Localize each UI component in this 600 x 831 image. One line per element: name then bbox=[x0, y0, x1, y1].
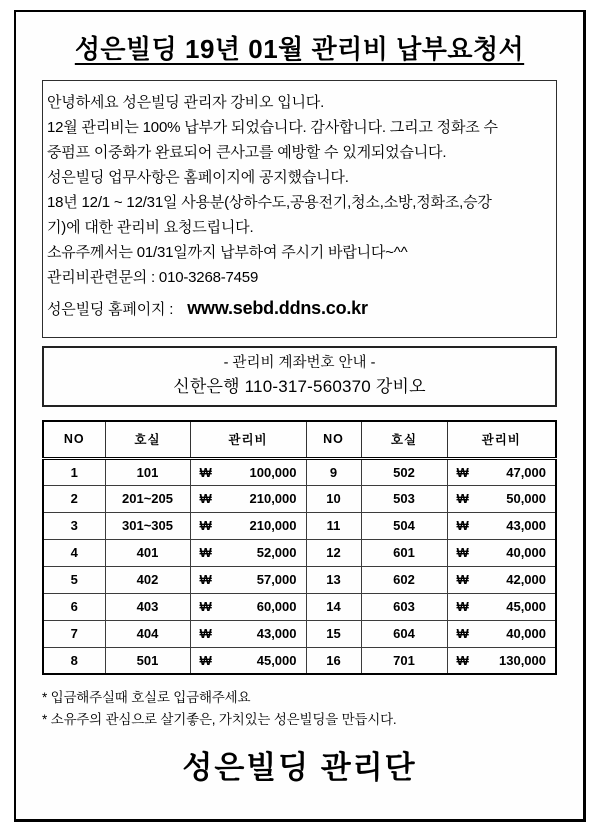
homepage-label: 성은빌딩 홈페이지 : bbox=[47, 301, 174, 318]
won-sign: ₩ bbox=[456, 518, 469, 533]
fee-value: 50,000 bbox=[506, 491, 546, 506]
cell-no: 11 bbox=[306, 512, 361, 539]
greeting-line: 관리비관련문의 : 010-3268-7459 bbox=[47, 269, 259, 286]
won-sign: ₩ bbox=[199, 518, 212, 533]
header-no-2: NO bbox=[306, 421, 361, 458]
won-sign: ₩ bbox=[199, 545, 212, 560]
cell-room: 602 bbox=[361, 566, 447, 593]
won-sign: ₩ bbox=[199, 491, 212, 506]
won-sign: ₩ bbox=[456, 545, 469, 560]
greeting-line: 기)에 대한 관리비 요청드립니다. bbox=[47, 219, 254, 236]
greeting-line: 중펌프 이중화가 완료되어 큰사고를 예방할 수 있게되었습니다. bbox=[47, 144, 447, 161]
page-title: 성은빌딩 19년 01월 관리비 납부요청서 bbox=[74, 34, 525, 64]
fee-table bbox=[42, 420, 557, 675]
cell-fee bbox=[190, 512, 306, 539]
notice-page bbox=[14, 10, 586, 822]
cell-fee bbox=[190, 647, 306, 674]
cell-no: 16 bbox=[306, 647, 361, 674]
fee-value: 42,000 bbox=[506, 572, 546, 587]
cell-no: 8 bbox=[43, 647, 105, 674]
cell-room: 504 bbox=[361, 512, 447, 539]
homepage-url: www.sebd.ddns.co.kr bbox=[187, 298, 368, 318]
table-row bbox=[43, 620, 556, 647]
fee-value: 43,000 bbox=[256, 626, 297, 641]
header-fee-1: 관리비 bbox=[190, 421, 306, 458]
fee-value: 40,000 bbox=[506, 545, 546, 560]
cell-fee bbox=[190, 485, 306, 512]
homepage-line bbox=[47, 293, 552, 325]
cell-room: 402 bbox=[105, 566, 190, 593]
cell-no: 13 bbox=[306, 566, 361, 593]
won-sign: ₩ bbox=[456, 652, 469, 668]
cell-fee bbox=[447, 620, 556, 647]
won-sign: ₩ bbox=[199, 626, 212, 641]
won-sign: ₩ bbox=[199, 572, 212, 587]
fee-table-header bbox=[43, 421, 556, 458]
cell-room: 604 bbox=[361, 620, 447, 647]
cell-room: 501 bbox=[105, 647, 190, 674]
cell-no: 10 bbox=[306, 485, 361, 512]
cell-fee bbox=[447, 593, 556, 620]
footnotes bbox=[42, 687, 557, 731]
greeting-line: 18년 12/1 ~ 12/31일 사용분(상하수도,공용전기,청소,소방,정화조,승강 bbox=[47, 194, 492, 211]
cell-fee bbox=[447, 458, 556, 485]
header-room-2: 호실 bbox=[361, 421, 447, 458]
won-sign: ₩ bbox=[199, 464, 212, 480]
cell-no: 1 bbox=[43, 458, 105, 485]
cell-fee bbox=[190, 458, 306, 485]
cell-room: 601 bbox=[361, 539, 447, 566]
cell-fee bbox=[190, 566, 306, 593]
cell-fee bbox=[447, 512, 556, 539]
cell-no: 14 bbox=[306, 593, 361, 620]
fee-value: 47,000 bbox=[506, 464, 546, 480]
cell-room: 603 bbox=[361, 593, 447, 620]
won-sign: ₩ bbox=[456, 599, 469, 614]
cell-room: 403 bbox=[105, 593, 190, 620]
won-sign: ₩ bbox=[456, 464, 469, 480]
footnote-owner: * 소유주의 관심으로 살기좋은, 가치있는 성은빌딩을 만듭시다. bbox=[42, 712, 397, 727]
won-sign: ₩ bbox=[199, 599, 212, 614]
table-row bbox=[43, 539, 556, 566]
footer-title: 성은빌딩 관리단 bbox=[182, 750, 417, 785]
cell-room: 404 bbox=[105, 620, 190, 647]
greeting-line: 소유주께서는 01/31일까지 납부하여 주시기 바랍니다~^^ bbox=[47, 244, 408, 261]
fee-table-body bbox=[43, 458, 556, 674]
cell-room: 201~205 bbox=[105, 485, 190, 512]
table-row bbox=[43, 593, 556, 620]
won-sign: ₩ bbox=[199, 652, 212, 668]
fee-value: 130,000 bbox=[499, 652, 546, 668]
cell-no: 9 bbox=[306, 458, 361, 485]
greeting-line: 안녕하세요 성은빌딩 관리자 강비오 입니다. bbox=[47, 94, 325, 111]
account-heading: - 관리비 계좌번호 안내 - bbox=[223, 355, 376, 371]
cell-fee bbox=[190, 539, 306, 566]
won-sign: ₩ bbox=[456, 491, 469, 506]
cell-room: 502 bbox=[361, 458, 447, 485]
cell-no: 5 bbox=[43, 566, 105, 593]
page-title-row bbox=[42, 29, 557, 66]
fee-value: 45,000 bbox=[506, 599, 546, 614]
fee-value: 45,000 bbox=[256, 652, 297, 668]
cell-room: 301~305 bbox=[105, 512, 190, 539]
fee-value: 57,000 bbox=[256, 572, 297, 587]
account-info-box bbox=[42, 346, 557, 407]
cell-no: 2 bbox=[43, 485, 105, 512]
table-row bbox=[43, 512, 556, 539]
greeting-box bbox=[42, 80, 557, 338]
header-no-1: NO bbox=[43, 421, 105, 458]
cell-fee bbox=[447, 566, 556, 593]
won-sign: ₩ bbox=[456, 626, 469, 641]
fee-value: 40,000 bbox=[506, 626, 546, 641]
table-row bbox=[43, 485, 556, 512]
cell-fee bbox=[190, 593, 306, 620]
cell-room: 701 bbox=[361, 647, 447, 674]
table-row bbox=[43, 566, 556, 593]
fee-value: 210,000 bbox=[249, 491, 297, 506]
cell-fee bbox=[447, 647, 556, 674]
footnote-deposit: * 입금해주실때 호실로 입금해주세요 bbox=[42, 690, 251, 705]
cell-fee bbox=[447, 539, 556, 566]
fee-value: 60,000 bbox=[256, 599, 297, 614]
cell-room: 401 bbox=[105, 539, 190, 566]
cell-no: 4 bbox=[43, 539, 105, 566]
cell-no: 15 bbox=[306, 620, 361, 647]
greeting-line: 12월 관리비는 100% 납부가 되었습니다. 감사합니다. 그리고 정화조 수 bbox=[47, 119, 498, 136]
header-room-1: 호실 bbox=[105, 421, 190, 458]
cell-no: 12 bbox=[306, 539, 361, 566]
won-sign: ₩ bbox=[456, 572, 469, 587]
header-row bbox=[43, 421, 556, 458]
cell-no: 6 bbox=[43, 593, 105, 620]
account-detail: 신한은행 110-317-560370 강비오 bbox=[173, 377, 426, 396]
header-fee-2: 관리비 bbox=[447, 421, 556, 458]
cell-no: 3 bbox=[43, 512, 105, 539]
cell-no: 7 bbox=[43, 620, 105, 647]
cell-fee bbox=[190, 620, 306, 647]
cell-room: 101 bbox=[105, 458, 190, 485]
fee-value: 43,000 bbox=[506, 518, 546, 533]
fee-value: 52,000 bbox=[256, 545, 297, 560]
table-row bbox=[43, 647, 556, 674]
fee-value: 210,000 bbox=[249, 518, 297, 533]
cell-fee bbox=[447, 485, 556, 512]
greeting-line: 성은빌딩 업무사항은 홈페이지에 공지했습니다. bbox=[47, 169, 349, 186]
cell-room: 503 bbox=[361, 485, 447, 512]
fee-value: 100,000 bbox=[249, 464, 297, 480]
table-row bbox=[43, 458, 556, 485]
